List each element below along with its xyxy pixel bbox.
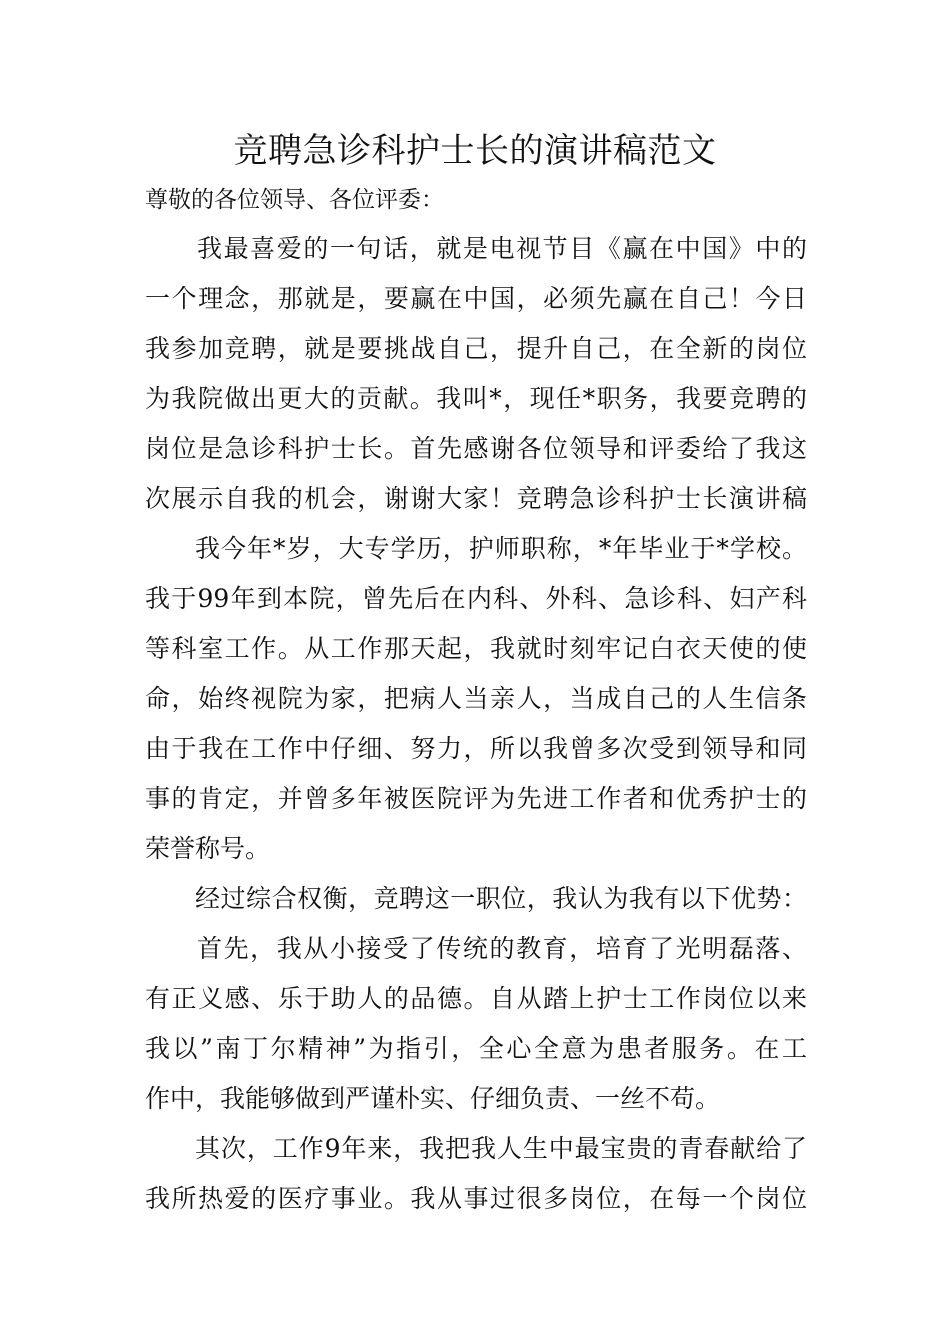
text-line: 我所热爱的医疗事业。我从事过很多岗位，在每一个岗位	[145, 1184, 807, 1213]
text-line: 有正义感、乐于助人的品德。自从踏上护士工作岗位以来	[145, 984, 807, 1013]
text-line: 我今年*岁，大专学历，护师职称，*年毕业于*学校。	[195, 534, 807, 563]
text-line: 次展示自我的机会，谢谢大家！竞聘急诊科护士长演讲稿	[145, 484, 807, 513]
text-line: 等科室工作。从工作那天起，我就时刻牢记白衣天使的使	[145, 634, 807, 663]
salutation: 尊敬的各位领导、各位评委：	[145, 187, 444, 213]
document-title: 竞聘急诊科护士长的演讲稿范文	[233, 131, 717, 171]
text-line: 我于99年到本院，曾先后在内科、外科、急诊科、妇产科	[145, 584, 807, 613]
text-line: 命，始终视院为家，把病人当亲人，当成自己的人生信条	[145, 684, 807, 713]
text-line: 我以”南丁尔精神”为指引，全心全意为患者服务。在工	[145, 1034, 807, 1063]
text-line: 经过综合权衡，竞聘这一职位，我认为我有以下优势：	[195, 884, 807, 913]
text-line: 由于我在工作中仔细、努力，所以我曾多次受到领导和同	[145, 734, 807, 763]
text-line: 荣誉称号。	[145, 834, 271, 863]
text-line: 一个理念，那就是，要赢在中国，必须先赢在自己！今日	[145, 284, 807, 313]
text-line: 我最喜爱的一句话，就是电视节目《赢在中国》中的	[197, 234, 807, 263]
document-body	[145, 224, 807, 1224]
text-line: 其次，工作9年来，我把我人生中最宝贵的青春献给了	[195, 1134, 807, 1163]
paragraph-2	[145, 524, 807, 874]
paragraph-3	[145, 874, 807, 924]
text-line: 作中，我能够做到严谨朴实、仔细负责、一丝不苟。	[145, 1084, 721, 1113]
paragraph-5	[145, 1124, 807, 1224]
text-line: 为我院做出更大的贡献。我叫*，现任*职务，我要竞聘的	[145, 384, 807, 413]
text-line: 首先，我从小接受了传统的教育，培育了光明磊落、	[197, 934, 807, 963]
text-line: 我参加竞聘，就是要挑战自己，提升自己，在全新的岗位	[145, 334, 807, 363]
paragraph-4	[145, 924, 807, 1124]
paragraph-1	[145, 224, 807, 524]
text-line: 事的肯定，并曾多年被医院评为先进工作者和优秀护士的	[145, 784, 807, 813]
text-line: 岗位是急诊科护士长。首先感谢各位领导和评委给了我这	[145, 434, 807, 463]
